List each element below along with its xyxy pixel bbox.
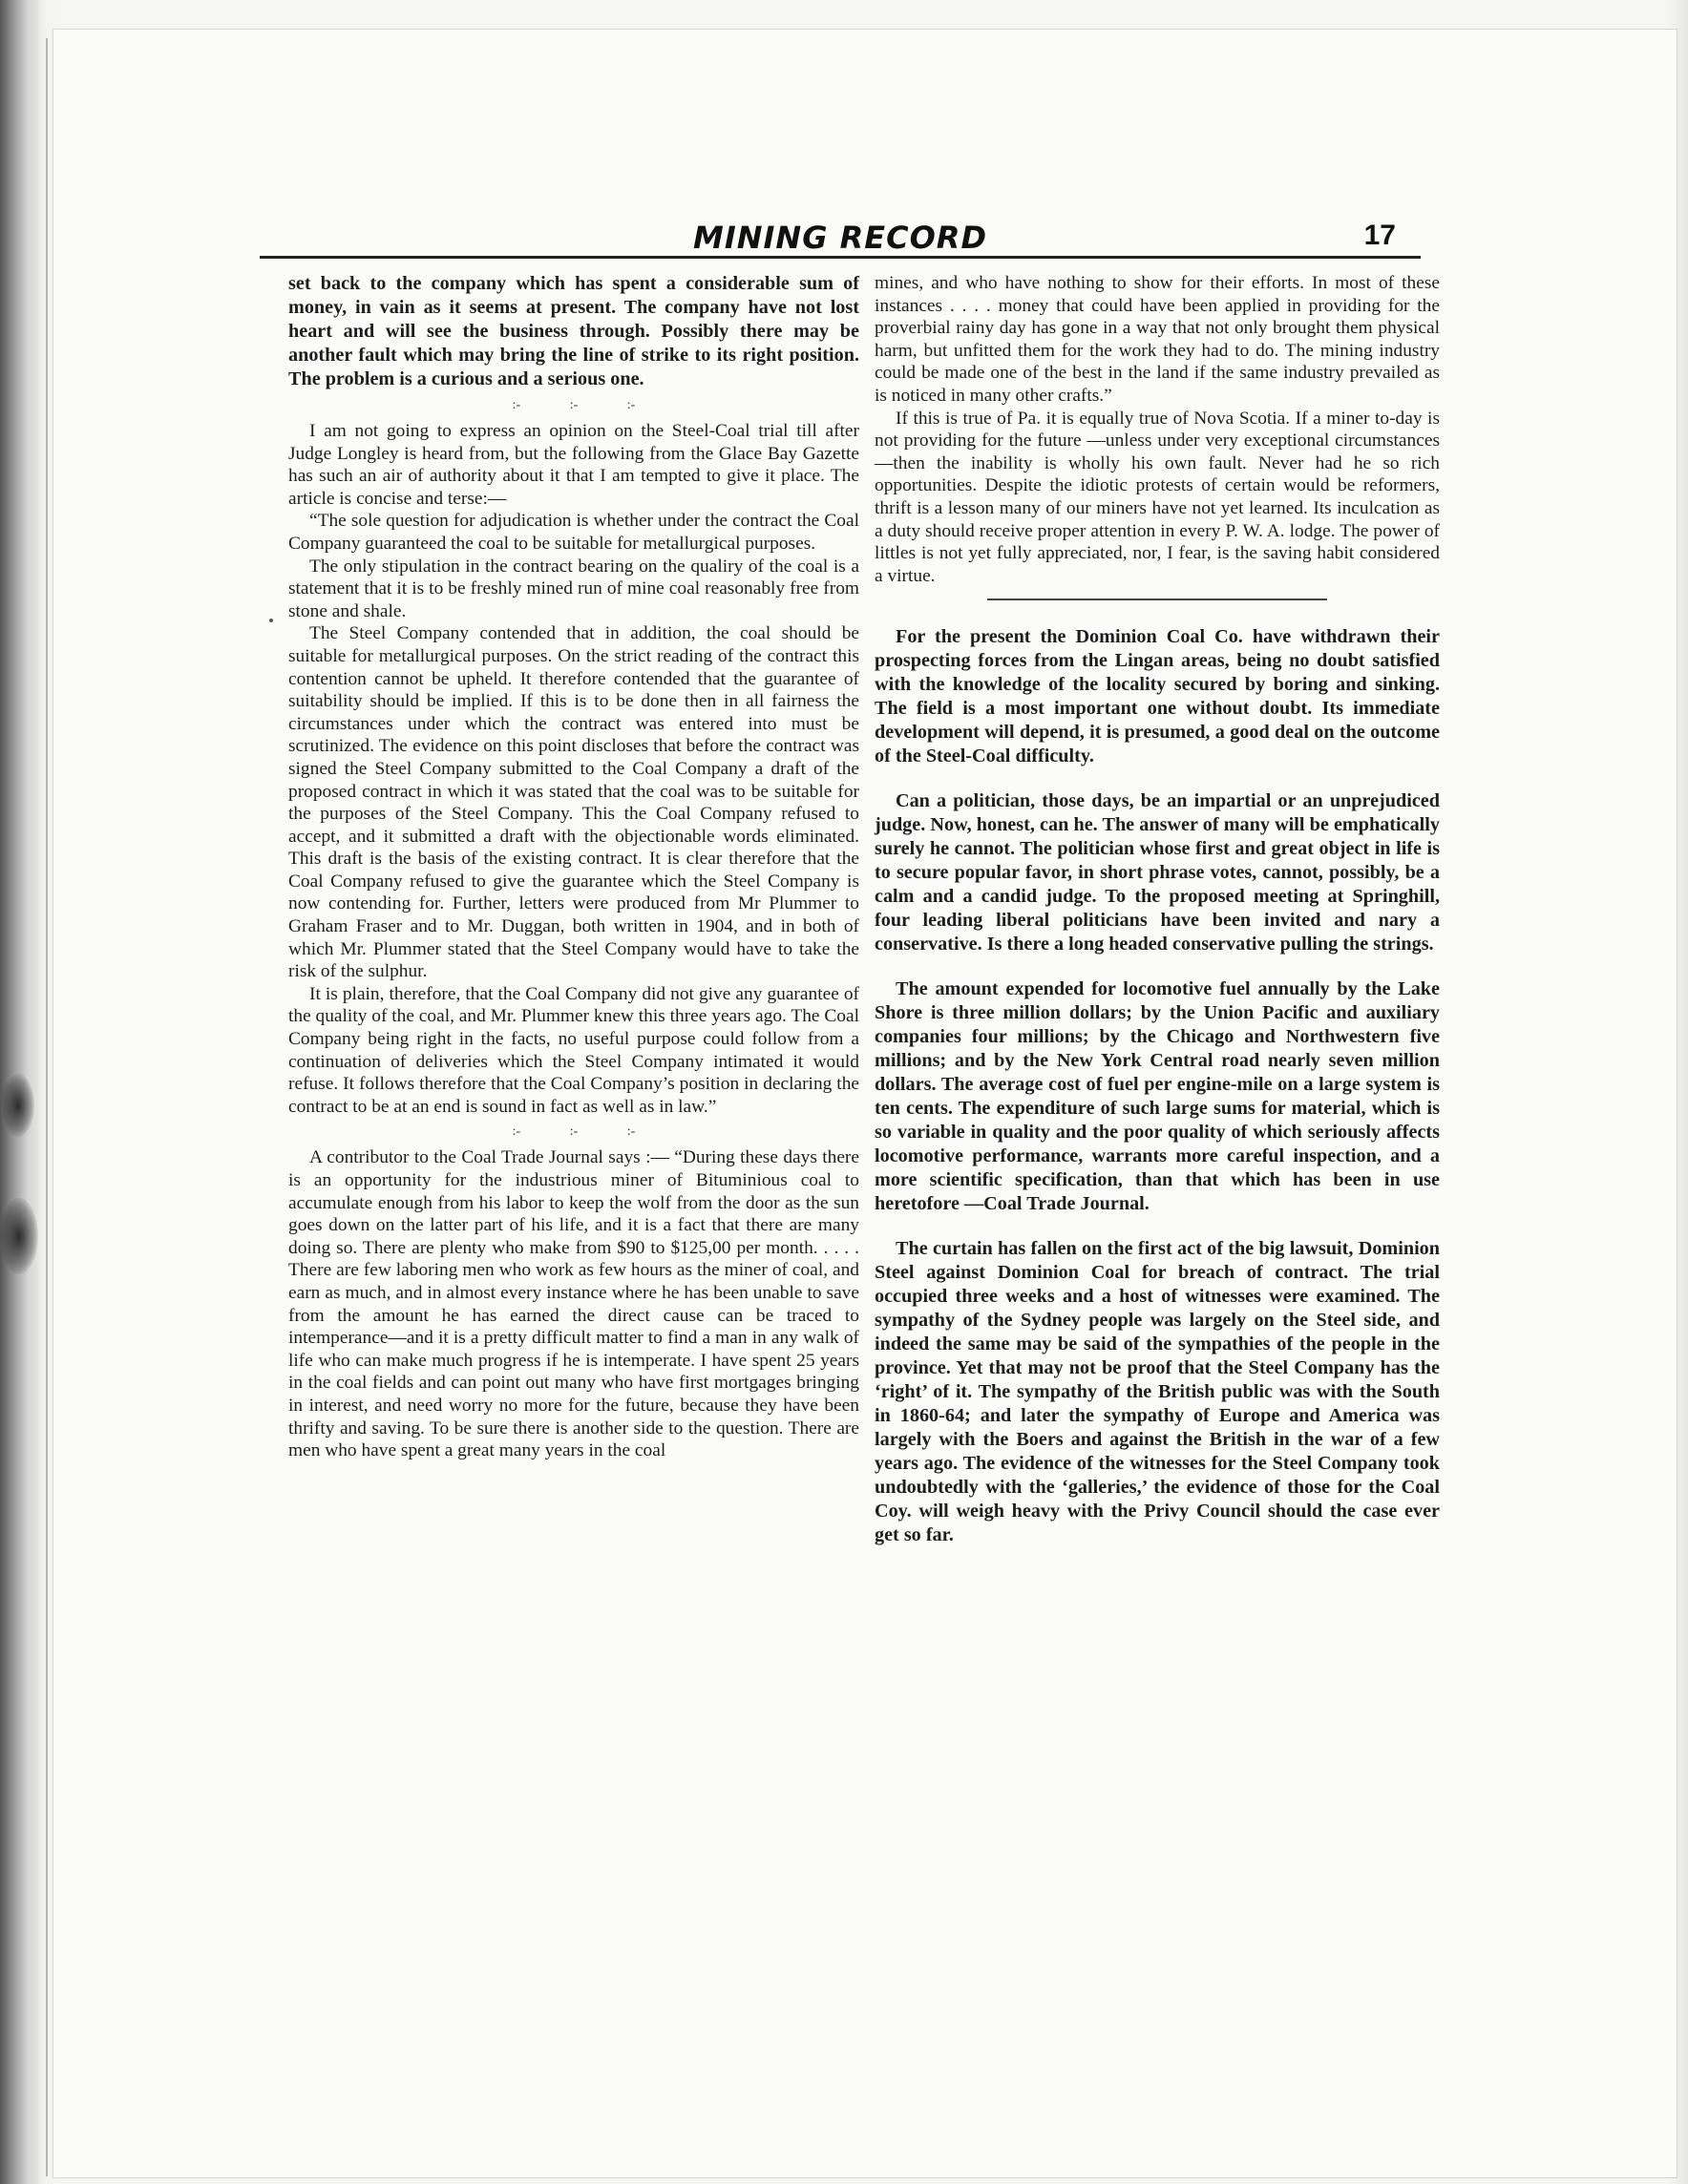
paragraph-gap [875,1216,1440,1237]
paragraph: It is plain, therefore, that the Coal Company did not give any guarantee of the quality of the coal, and Mr. Plummer knew this three years ago. The Coal Company being right in the facts, no useful purpose could follow from a continuation of deliveries which the Steel Company intimated it would refuse. It follows therefore that the Coal Company’s position in declaring the contract to be at an end is sound in fact as well as in law.” [288,983,859,1117]
paragraph: The curtain has fallen on the first act of the big lawsuit, Dominion Steel against Dominion Coal for breach of contract. The trial occupied three weeks and a host of witnesses were examined. The sympathy of the Sydney people was largely on the Steel side, and indeed the same may be said of the sympathies of the people in the province. Yet that may not be proof that the Steel Company has the ‘right’ of it. The sympathy of the British public was with the South in 1860-64; and later the sympathy of Europe and America was largely with the Boers and against the British in the war of a few years ago. The evidence of the witnesses for the Steel Company took undoubtedly with the ‘galleries,’ the evidence of those for the Coal Coy. will weigh heavy with the Privy Council should the case ever get so far. [875,1237,1440,1545]
paragraph: The amount expended for locomotive fuel annually by the Lake Shore is three million dollars; by the Union Pacific and auxiliary companies four millions; by the Chicago and Northwestern five millions; and by the New York Central road nearly seven million dollars. The average cost of fuel per engine-mile on a large system is ten cents. The expenditure of such large sums for material, which is so variable in quality and the poor quality of which seriously affects locomotive performance, warrants more careful inspection, and a more scientific specification, than that which has been in use heretofore —Coal Trade Journal. [875,977,1440,1214]
paragraph: If this is true of Pa. it is equally true of Nova Scotia. If a miner to-day is not providing for the future —unless under very exceptional circumstances—then the inability is wholly his own fault. Never had he so rich opportunities. Despite the idiotic protests of certain would be reformers, thrift is a lesson many of our miners have not yet learned. Its inculcation as a duty should receive proper attention in every P. W. A. lodge. The power of littles is not yet fully appreciated, nor, I fear, is the saving habit considered a virtue. [875,408,1440,586]
ink-smudge [2,1074,34,1137]
paragraph: set back to the company which has spent a considerable sum of money, in vain as it seems at present. The company have not lost heart and will see the business through. Possibly there may be another fault which may bring the line of strike to its right position. The problem is a curious and a serious one. [288,273,859,389]
paragraph: For the present the Dominion Coal Co. have withdrawn their prospecting forces from the Lingan areas, being no doubt satisfied with the knowledge of the locality secured by boring and sinking. The field is a most important one without doubt. Its immediate development will depend, it is presumed, a good deal on the outcome of the Steel-Coal difficulty. [875,625,1440,766]
section-separator: :- :- :- [512,1124,636,1140]
publication-title: MINING RECORD [692,220,987,256]
paragraph: Can a politician, those days, be an impartial or an unprejudiced judge. Now, honest, can he. The answer of many will be emphatically surely he cannot. The politician whose first and great object in life is to secure popular favor, in short phrase votes, cannot, possibly, be a calm and a candid judge. To the proposed meeting at Springhill, four leading liberal politicians have been invited and nary a conservative. Is there a long headed conservative pulling the strings. [875,789,1440,955]
paragraph-gap [875,956,1440,977]
margin-mark [269,619,273,622]
header-rule [260,256,1421,259]
paragraph-gap [875,768,1440,789]
spine-line [46,38,48,2176]
paragraph: A contributor to the Coal Trade Journal says :— “During these days there is an opportunity for the industrious miner of Bituminious coal to accumulate enough from his labor to keep the wolf from the door as the sun goes down on the latter part of his life, and it is a fact that there are many doing so. There are plenty who make from $90 to $125,00 per month. . . . . There are few laboring men who work as few hours as the miner of coal, and earn as much, and in almost every instance where he has been unable to save from the amount he has earned the direct cause can be traced to intemperance—and it is a pretty difficult matter to find a man in any walk of life who can make much progress if he is intemperate. I have spent 25 years in the coal fields and can point out many who have first mortgages bringing in interest, and need worry no more for the future, because they have been thrifty and saving. To be sure there is another side to the question. There are men who have spent a great many years in the coal [288,1147,859,1461]
running-header [260,220,1421,256]
left-column [288,272,859,1462]
paragraph: The only stipulation in the contract bearing on the qualiry of the coal is a statement that it is to be freshly mined run of mine coal reasonably free from stone and shale. [288,556,859,621]
right-column [875,272,1440,1547]
section-separator: :- :- :- [512,398,636,412]
paragraph: mines, and who have nothing to show for their efforts. In most of these instances . . . . money that could have been applied in providing for the proverbial rainy day has gone in a way that not only brought them physical harm, but unfitted them for the work they had to do. The mining industry could be made one of the best in the land if the same industry prevailed as is noticed in many other crafts.” [875,273,1440,406]
paragraph: The Steel Company contended that in addition, the coal should be suitable for metallurgical purposes. On the strict reading of the contract this contention cannot be upheld. It therefore contended that the guarantee of suitability should be implied. If this is to be done then in all fairness the circumstances under which the contract was entered into must be scrutinized. The evidence on this point discloses that before the contract was signed the Steel Company submitted to the Coal Company a draft of the proposed contract in which it was stated that the coal was to be suitable for the purposes of the Steel Company. This the Coal Company refused to accept, and it submitted a draft with the objectionable words eliminated. This draft is the basis of the existing contract. It is clear therefore that the Coal Company refused to give the guarantee which the Steel Company is now contending for. Further, letters were produced from Mr Plummer to Graham Fraser and to Mr. Duggan, both written in 1904, and in both of which Mr. Plummer stated that the Steel Company would have to take the risk of the sulphur. [288,623,859,982]
column-divider-rule [987,598,1326,600]
ink-smudge [0,1198,38,1274]
paragraph: “The sole question for adjudication is whether under the contract the Coal Company guaranteed the coal to be suitable for metallurgical purposes. [288,511,859,554]
page-number: 17 [1363,220,1396,251]
paragraph: I am not going to express an opinion on the Steel-Coal trial till after Judge Longley is heard from, but the following from the Glace Bay Gazette has such an air of authority about it that I am tempted to give it place. The article is concise and terse:— [288,421,859,509]
